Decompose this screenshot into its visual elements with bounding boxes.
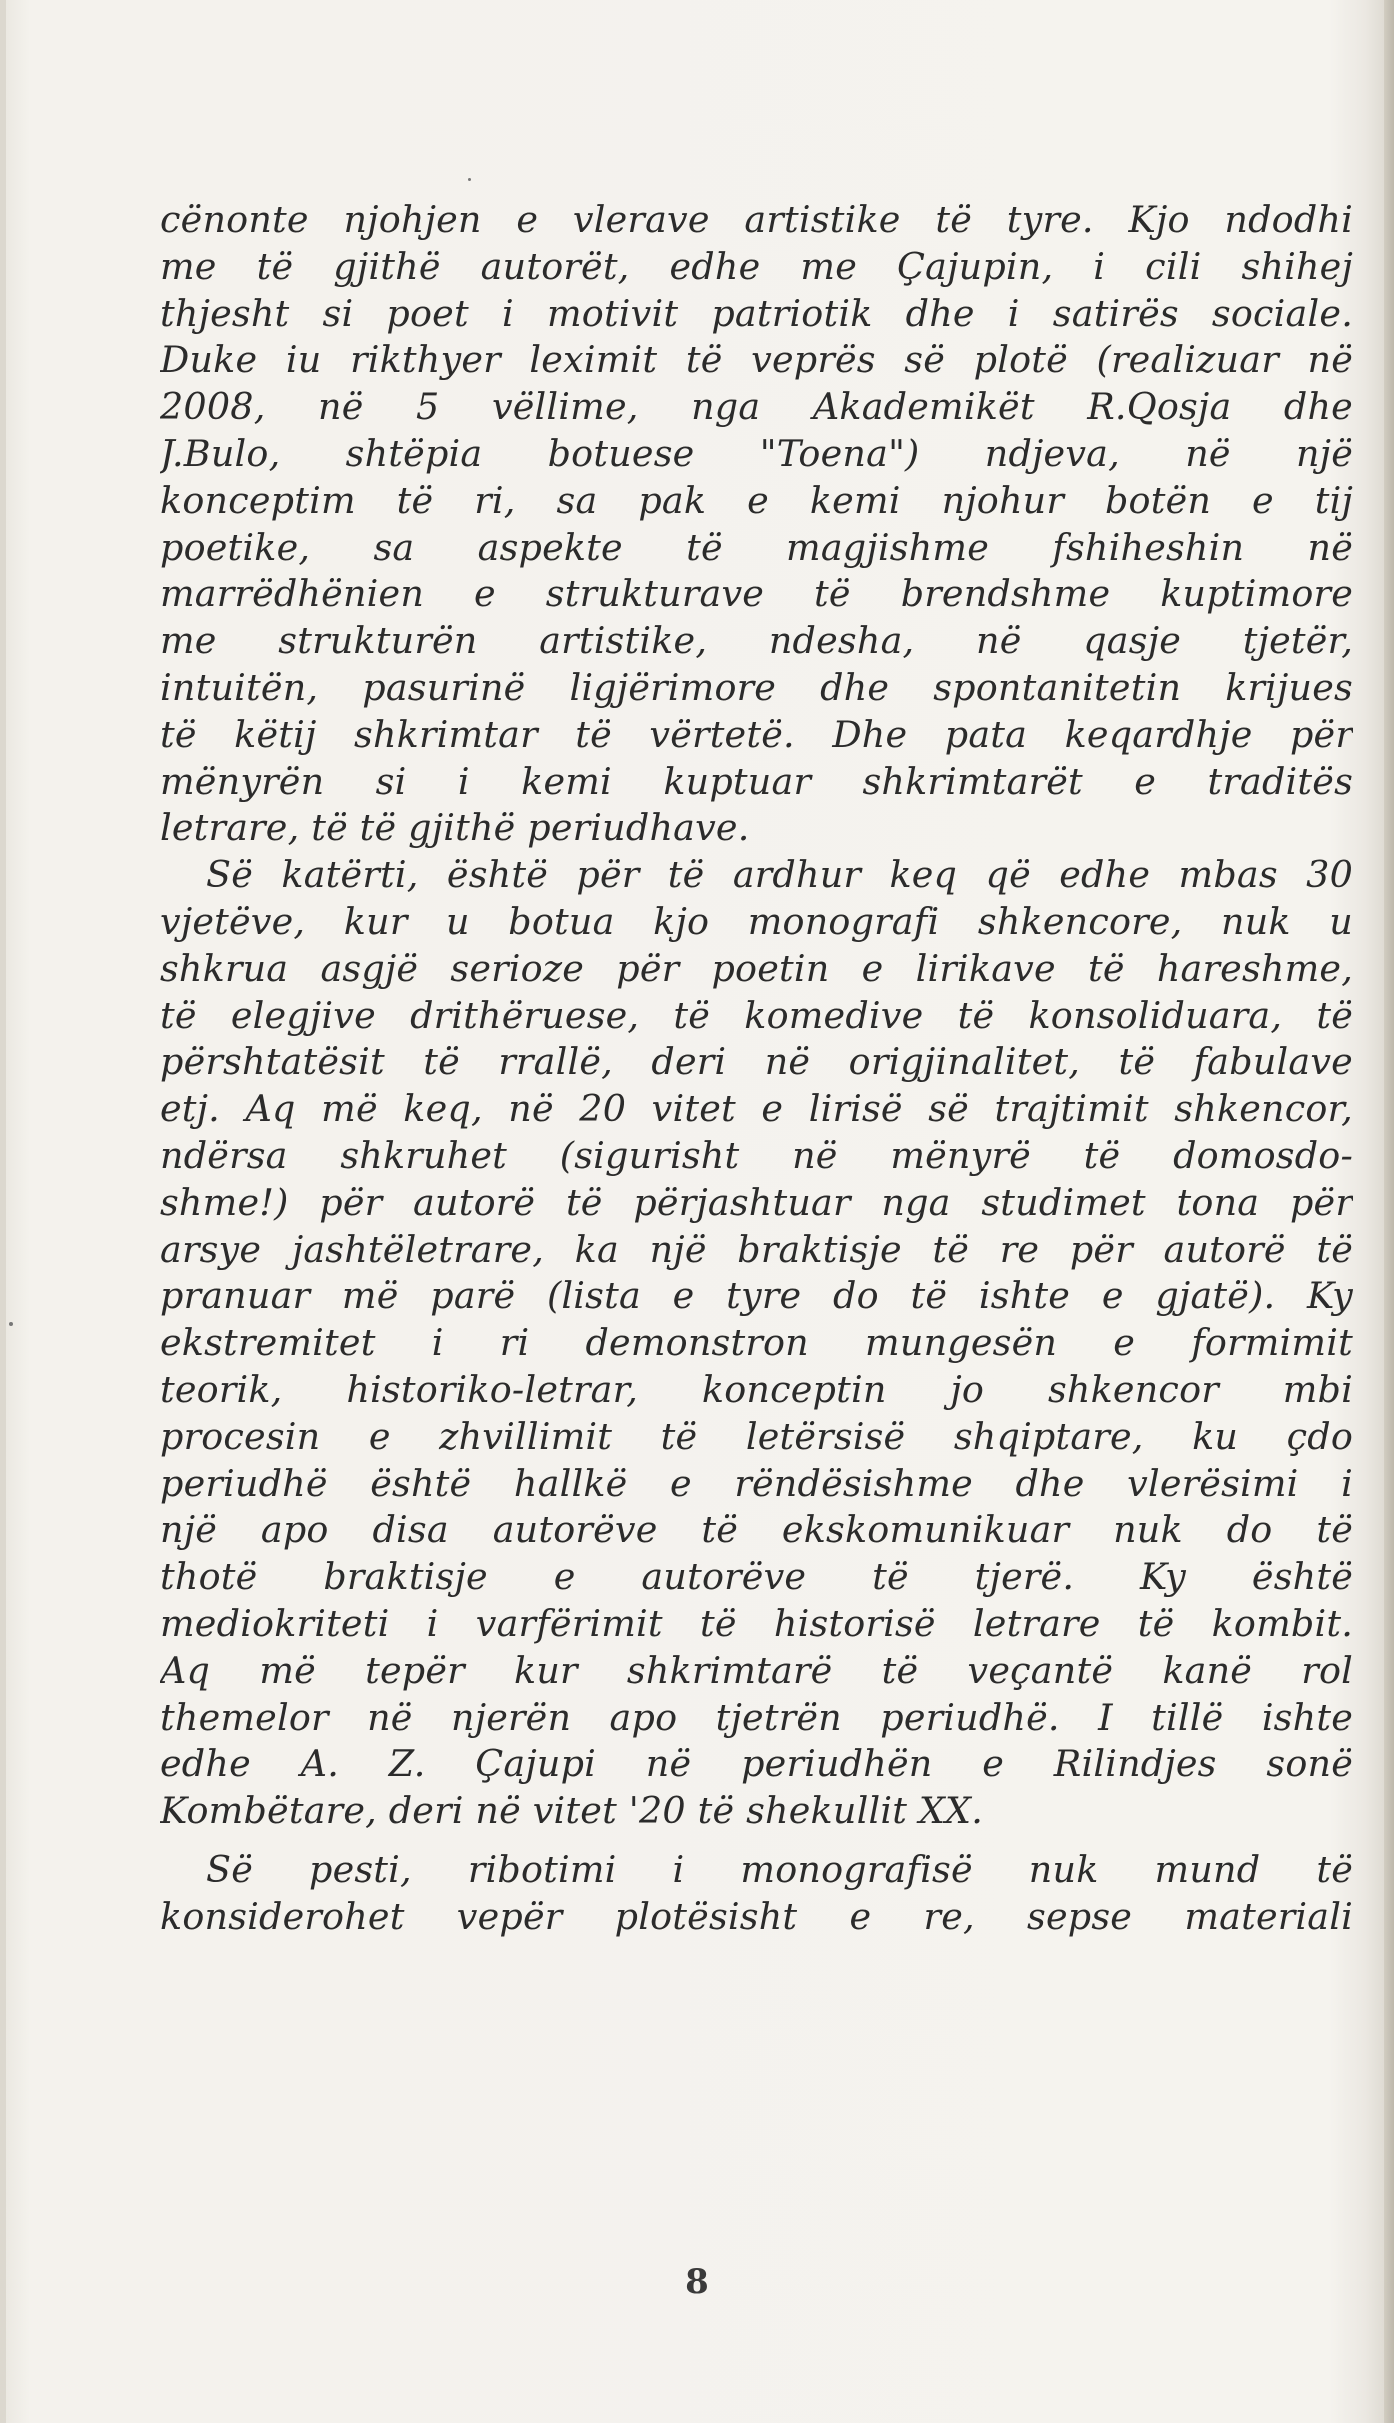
- page-right-edge: [1384, 0, 1394, 2423]
- text-line: pranuar më parë (lista e tyre do të ishte e gjatë). Ky: [160, 1274, 1353, 1318]
- paper-speck: [9, 1322, 13, 1326]
- text-line: të këtij shkrimtar të vërtetë. Dhe pata keqardhje për: [160, 712, 1353, 756]
- text-line: Së katërti, është për të ardhur keq që edhe mbas 30: [206, 853, 1353, 897]
- text-line: një apo disa autorëve të ekskomunikuar nuk do të: [160, 1508, 1353, 1552]
- text-line: intuitën, pasurinë ligjërimore dhe spontanitetin krijues: [160, 665, 1353, 709]
- paragraph-3: [160, 1847, 1353, 1941]
- paragraph-1: [160, 197, 1353, 852]
- paper-speck: [468, 178, 471, 181]
- text-line: konsiderohet vepër plotësisht e re, sepse materiali: [160, 1894, 1353, 1938]
- text-line: 2008, në 5 vëllime, nga Akademikët R.Qosja dhe: [160, 385, 1353, 429]
- text-line: procesin e zhvillimit të letërsisë shqiptare, ku çdo: [160, 1414, 1353, 1458]
- text-line: shkrua asgjë serioze për poetin e lirikave të hareshme,: [160, 946, 1353, 990]
- text-line: edhe A. Z. Çajupi në periudhën e Rilindjes sonë: [160, 1742, 1353, 1786]
- text-line: periudhë është hallkë e rëndësishme dhe vlerësimi i: [160, 1461, 1353, 1505]
- text-line: ekstremitet i ri demonstron mungesën e formimit: [160, 1321, 1353, 1365]
- text-line: mediokriteti i varfërimit të historisë letrare të kombit.: [160, 1601, 1353, 1645]
- text-line: teorik, historiko-letrar, konceptin jo shkencor mbi: [160, 1367, 1353, 1411]
- text-line: thotë braktisje e autorëve të tjerë. Ky është: [160, 1555, 1353, 1599]
- text-line: marrëdhënien e strukturave të brendshme kuptimore: [160, 572, 1353, 616]
- page-number: 8: [685, 2262, 709, 2302]
- text-line: me strukturën artistike, ndesha, në qasje tjetër,: [160, 619, 1353, 663]
- text-line: konceptim të ri, sa pak e kemi njohur botën e tij: [160, 478, 1353, 522]
- paragraph-spacer: [160, 1835, 1353, 1847]
- text-line: etj. Aq më keq, në 20 vitet e lirisë së trajtimit shkencor,: [160, 1087, 1353, 1131]
- text-line: arsye jashtëletrare, ka një braktisje të re për autorë të: [160, 1227, 1353, 1271]
- text-line: të elegjive drithëruese, të komedive të konsoliduara, të: [160, 993, 1353, 1037]
- text-line: J.Bulo, shtëpia botuese "Toena") ndjeva, në një: [160, 431, 1353, 475]
- page-left-edge: [0, 0, 6, 2423]
- text-line: cënonte njohjen e vlerave artistike të tyre. Kjo ndodhi: [160, 198, 1353, 241]
- text-line: ndërsa shkruhet (sigurisht në mënyrë të domosdo-: [160, 1133, 1353, 1177]
- text-line: poetike, sa aspekte të magjishme fshiheshin në: [160, 525, 1353, 569]
- text-line: Kombëtare, deri në vitet '20 të shekullit XX.: [160, 1789, 984, 1833]
- text-line: Duke iu rikthyer leximit të veprës së plotë (realizuar në: [160, 338, 1353, 382]
- text-line: Aq më tepër kur shkrimtarë të veçantë kanë rol: [160, 1648, 1353, 1692]
- text-line: shme!) për autorë të përjashtuar nga studimet tona për: [160, 1180, 1353, 1224]
- text-line: mënyrën si i kemi kuptuar shkrimtarët e traditës: [160, 759, 1353, 803]
- text-line: me të gjithë autorët, edhe me Çajupin, i cili shihej: [160, 244, 1353, 288]
- body-text: [160, 197, 1353, 1940]
- text-line: themelor në njerën apo tjetrën periudhë. I tillë ishte: [160, 1695, 1353, 1739]
- text-line: letrare, të të gjithë periudhave.: [160, 806, 750, 850]
- text-line: thjesht si poet i motivit patriotik dhe i satirës sociale.: [160, 291, 1353, 335]
- text-line: vjetëve, kur u botua kjo monografi shkencore, nuk u: [160, 899, 1353, 943]
- paragraph-2: [160, 852, 1353, 1835]
- text-line: Së pesti, ribotimi i monografisë nuk mund të: [206, 1847, 1353, 1891]
- text-line: përshtatësit të rrallë, deri në origjinalitet, të fabulave: [160, 1040, 1353, 1084]
